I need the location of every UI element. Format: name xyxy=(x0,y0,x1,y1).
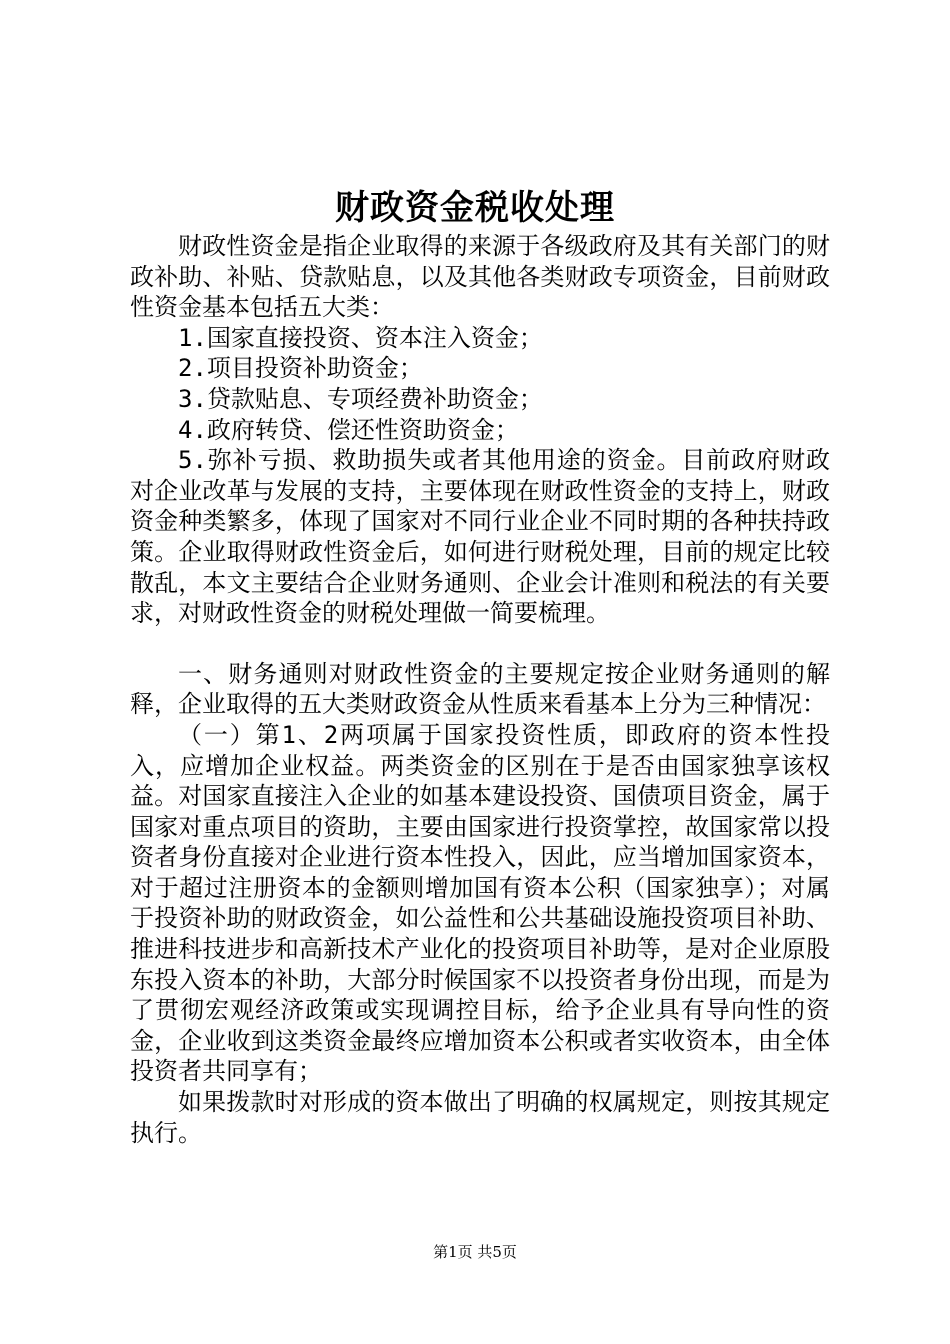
document-body xyxy=(130,231,830,1148)
paragraph-spacer xyxy=(130,629,830,659)
paragraph-intro: 财政性资金是指企业取得的来源于各级政府及其有关部门的财政补助、补贴、贷款贴息，以及其他各类财政专项资金，目前财政性资金基本包括五大类： xyxy=(130,232,830,322)
list-item-3: 3.贷款贴息、专项经费补助资金； xyxy=(178,384,543,413)
paragraph-subsection-one: （一）第1、2两项属于国家投资性质，即政府的资本性投入，应增加企业权益。两类资金的区别在于是否由国家独享该权益。对国家直接注入企业的如基本建设投资、国债项目资金，属于国家对重点项目的资助，主要由国家进行投资掌控，故国家常以投资者身份直接对企业进行资本性投入，因此，应当增加国家资本，对于超过注册资本的金额则增加国有资本公积（国家独享）；对属于投资补助的财政资金，如公益性和公共基础设施投资项目补助、推进科技进步和高新技术产业化的投资项目补助等，是对企业原股东投入资本的补助，大部分时候国家不以投资者身份出现，而是为了贯彻宏观经济政策或实现调控目标，给予企业具有导向性的资金，企业收到这类资金最终应增加资本公积或者实收资本，由全体投资者共同享有； xyxy=(130,720,830,1086)
list-item-2: 2.项目投资补助资金； xyxy=(178,354,423,383)
list-item-5: 5.弥补亏损、救助损失或者其他用途的资金。目前政府财政对企业改革与发展的支持，主要体现在财政性资金的支持上，财政资金种类繁多，体现了国家对不同行业企业不同时期的各种扶持政策。企业取得财政性资金后，如何进行财税处理，目前的规定比较散乱，本文主要结合企业财务通则、企业会计准则和税法的有关要求，对财政性资金的财税处理做一简要梳理。 xyxy=(130,446,830,628)
list-item-1: 1.国家直接投资、资本注入资金； xyxy=(178,323,543,352)
document-title: 财政资金税收处理 xyxy=(335,188,615,228)
paragraph-section-one: 一、财务通则对财政性资金的主要规定按企业财务通则的解释，企业取得的五大类财政资金从性质来看基本上分为三种情况： xyxy=(130,659,830,719)
page-footer: 第1页 共5页 xyxy=(433,1243,517,1261)
list-item-4: 4.政府转贷、偿还性资助资金； xyxy=(178,415,519,444)
paragraph-allocation-rule: 如果拨款时对形成的资本做出了明确的权属规定，则按其规定执行。 xyxy=(130,1088,830,1147)
